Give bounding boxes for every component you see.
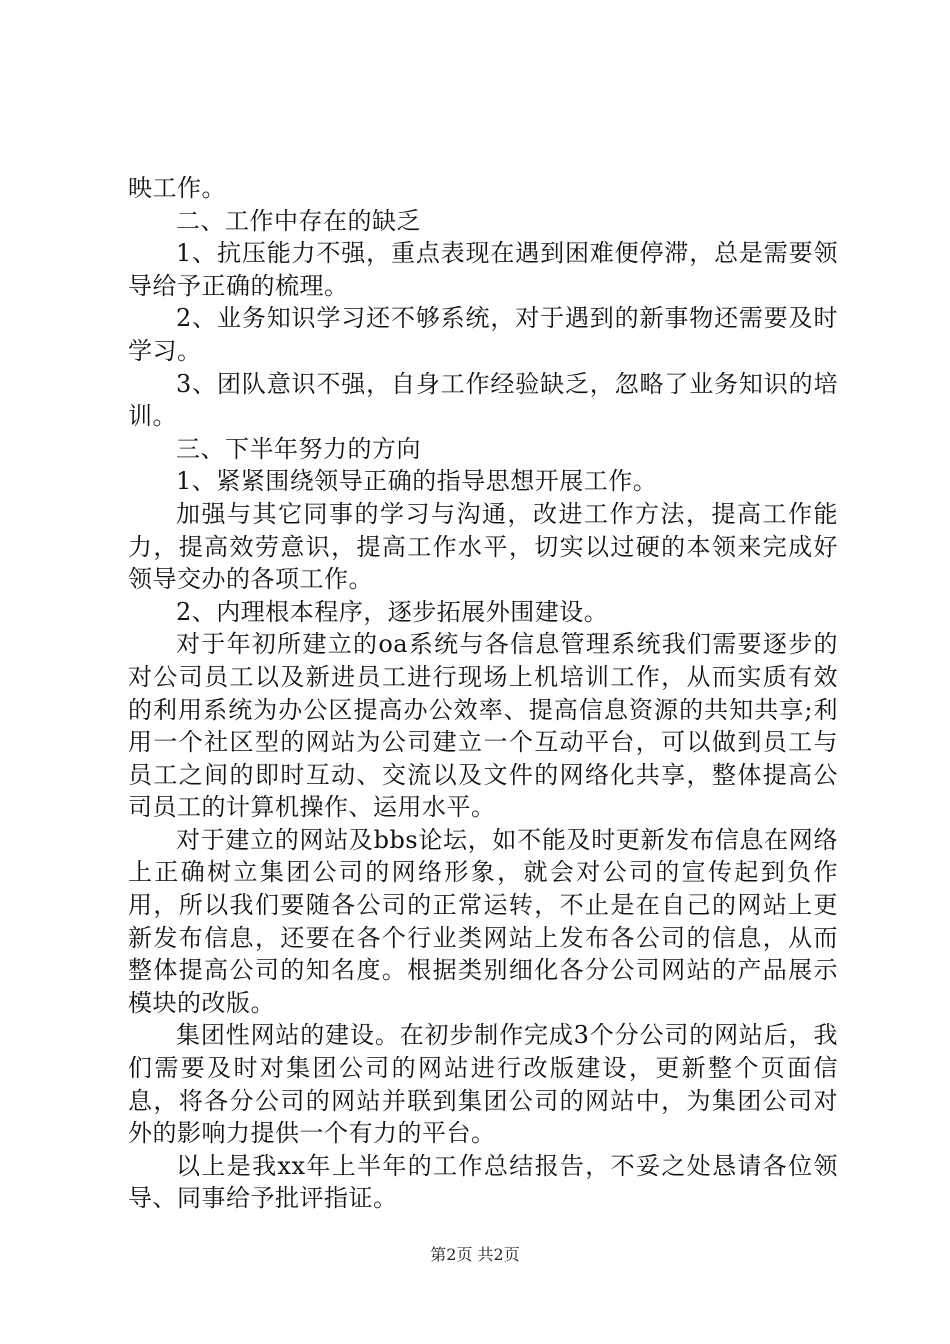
paragraph-oa-system: 对于年初所建立的oa系统与各信息管理系统我们需要逐步的对公司员工以及新进员工进行现场上机培训工作，从而实质有效的利用系统为办公区提高办公效率、提高信息资源的共知共享;利用一个社区型的网站为公司建立一个互动平台，可以做到员工与员工之间的即时互动、交流以及文件的网络化共享，整体提高公司员工的计算机操作、运用水平。 bbox=[128, 630, 838, 822]
paragraph-direction-2: 2、内理根本程序，逐步拓展外围建设。 bbox=[176, 597, 609, 626]
paragraph-communication: 加强与其它同事的学习与沟通，改进工作方法，提高工作能力，提高效劳意识，提高工作水平，切实以过硬的本领来完成好领导交办的各项工作。 bbox=[128, 499, 838, 594]
paragraph-continuation: 映工作。 bbox=[128, 174, 226, 202]
paragraph-group-website: 集团性网站的建设。在初步制作完成3个分公司的网站后，我们需要及时对集团公司的网站进行改版建设，更新整个页面信息，将各分公司的网站并联到集团公司的网站中，为集团公司对外的影响力提供一个有力的平台。 bbox=[128, 1021, 838, 1148]
paragraph-shortcoming-1: 1、抗压能力不强，重点表现在遇到困难便停滞，总是需要领导给予正确的梳理。 bbox=[128, 239, 838, 300]
paragraph-shortcoming-3: 3、团队意识不强，自身工作经验缺乏，忽略了业务知识的培训。 bbox=[128, 369, 838, 431]
section-heading-shortcomings: 二、工作中存在的缺乏 bbox=[176, 206, 421, 235]
paragraph-closing: 以上是我xx年上半年的工作总结报告，不妥之处恳请各位领导、同事给予批评指证。 bbox=[128, 1151, 838, 1213]
paragraph-direction-1: 1、紧紧围绕领导正确的指导思想开展工作。 bbox=[176, 467, 658, 496]
section-heading-direction: 三、下半年努力的方向 bbox=[176, 434, 421, 463]
paragraph-website-bbs: 对于建立的网站及bbs论坛，如不能及时更新发布信息在网络上正确树立集团公司的网络形象，就会对公司的宣传起到负作用，所以我们要随各公司的正常运转，不止是在自己的网站上更新发布信息，还要在各个行业类网站上发布各公司的信息，从而整体提高公司的知名度。根据类别细化各分公司网站的产品展示模块的改版。 bbox=[128, 825, 838, 1017]
page-footer: 第2页 共2页 bbox=[430, 1245, 520, 1264]
document-body bbox=[128, 172, 838, 1215]
paragraph-shortcoming-2: 2、业务知识学习还不够系统，对于遇到的新事物还需要及时学习。 bbox=[128, 304, 838, 365]
